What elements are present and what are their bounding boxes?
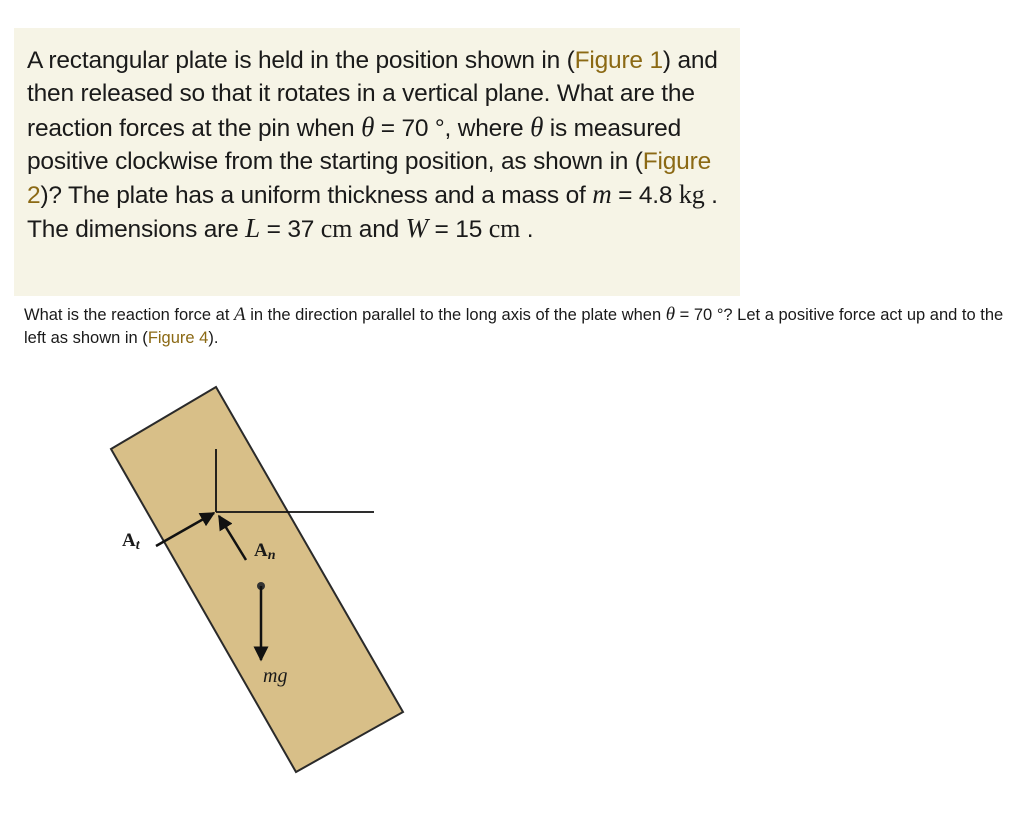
text: What is the reaction force at bbox=[24, 306, 235, 324]
unit-kg: kg bbox=[678, 180, 705, 210]
width-value: = 15 bbox=[427, 216, 489, 244]
text: in the direction parallel to the long axis of the plate when bbox=[245, 306, 666, 324]
text: . bbox=[520, 216, 534, 244]
label-An: An bbox=[254, 540, 276, 563]
label-At: At bbox=[122, 530, 140, 553]
text: is measured positive clockwise from the starting position, as shown in ( bbox=[27, 114, 682, 175]
figure-4-link[interactable]: Figure 4 bbox=[147, 329, 209, 347]
mass-value: = 4.8 bbox=[611, 182, 679, 210]
unit-cm: cm bbox=[488, 214, 521, 244]
text: ). bbox=[208, 329, 219, 347]
unit-cm: cm bbox=[320, 214, 353, 244]
text: and bbox=[352, 216, 406, 244]
text: = 70 °, where bbox=[374, 114, 531, 142]
theta-symbol: θ bbox=[530, 111, 544, 142]
text: A rectangular plate is held in the position shown in ( bbox=[27, 47, 575, 74]
text: . The dimensions are bbox=[27, 182, 718, 244]
figure-2-link[interactable]: Figure 2 bbox=[27, 147, 711, 210]
point-a-symbol: A bbox=[234, 304, 246, 325]
rectangular-plate bbox=[111, 387, 403, 772]
length-symbol: L bbox=[245, 213, 260, 244]
text: ) and then released so that it rotates in a vertical plane. What are the reaction forces at the pin when bbox=[27, 47, 718, 142]
label-mg: mg bbox=[263, 665, 288, 687]
theta-symbol: θ bbox=[665, 304, 676, 325]
figure-1-link[interactable]: Figure 1 bbox=[574, 47, 663, 74]
theta-symbol: θ bbox=[361, 111, 375, 142]
length-value: = 37 bbox=[260, 216, 321, 244]
mass-symbol: m bbox=[592, 179, 612, 210]
width-symbol: W bbox=[405, 213, 428, 244]
text: )? The plate has a uniform thickness and a mass of bbox=[40, 182, 593, 210]
text: = 70 °? Let a positive force act up and to the left as shown in ( bbox=[24, 306, 1004, 347]
